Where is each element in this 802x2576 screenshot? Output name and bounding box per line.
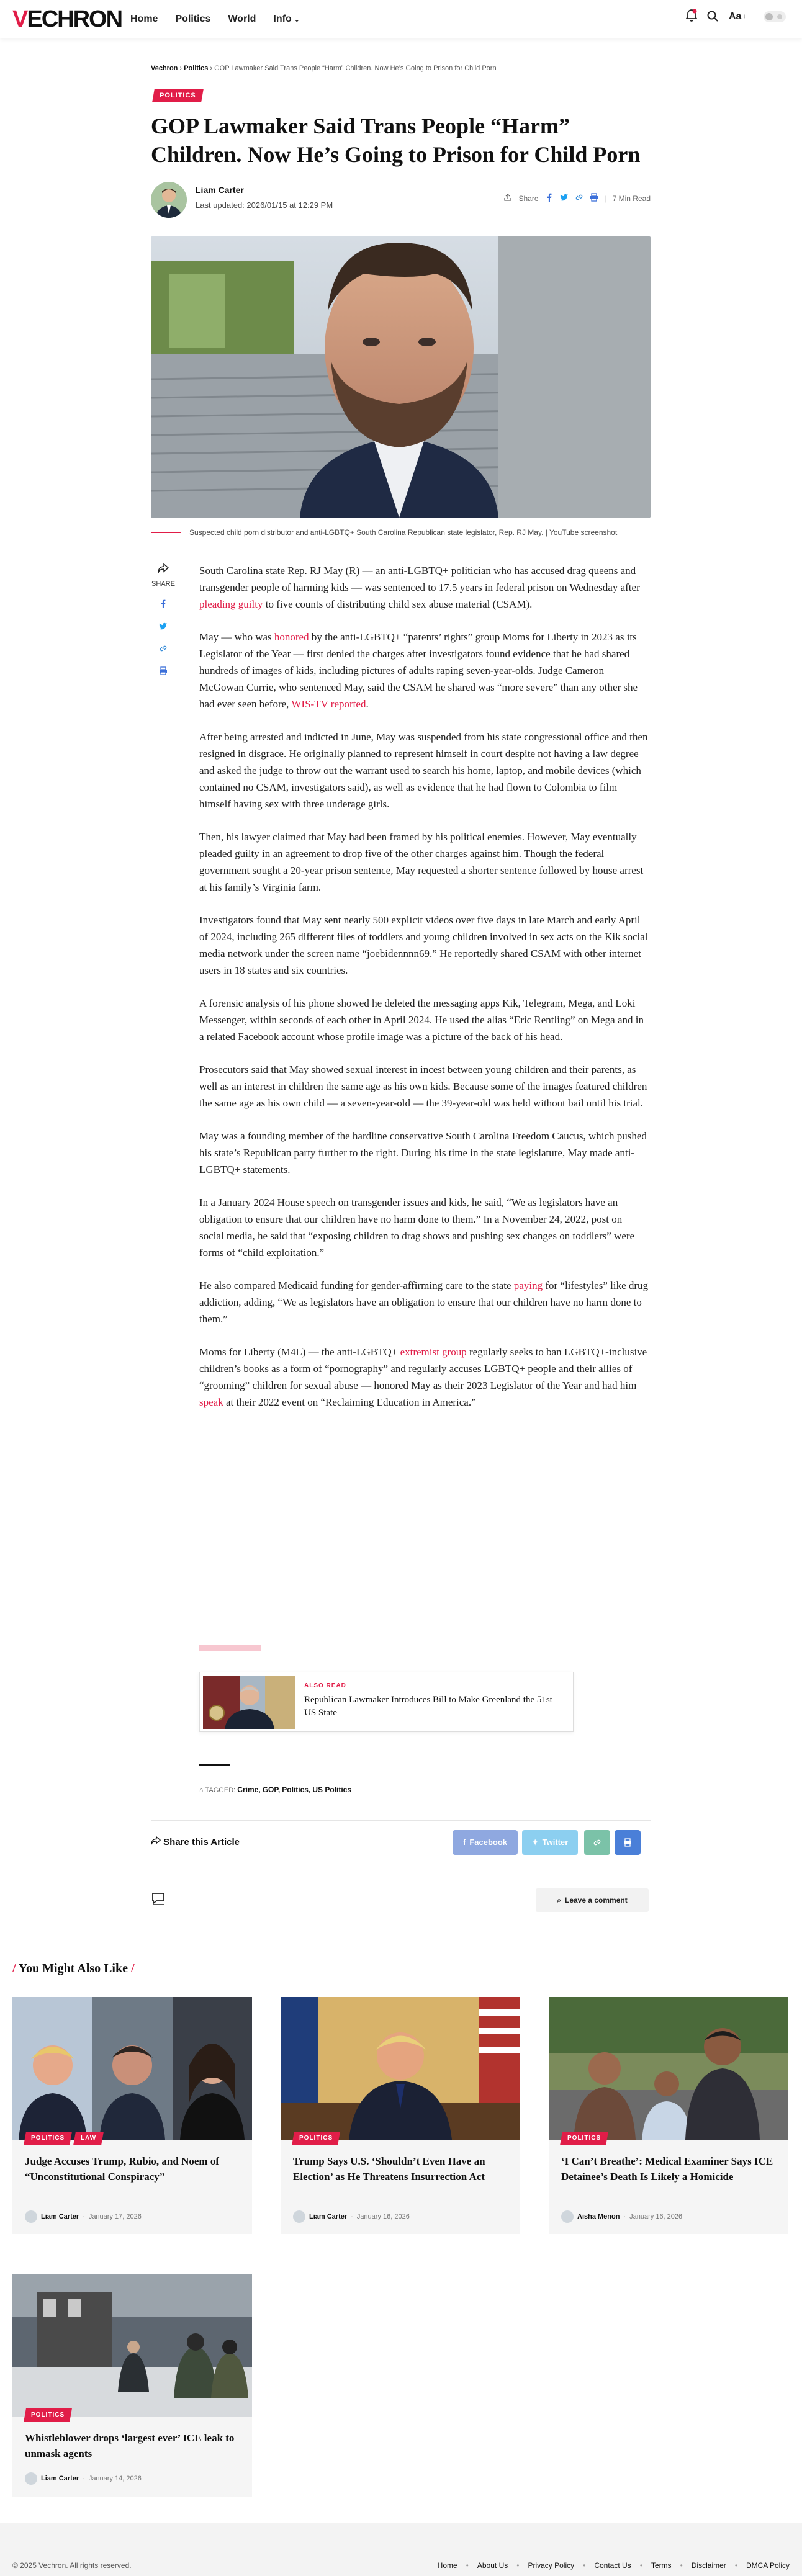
inline-link[interactable]: extremist group	[400, 1346, 467, 1358]
breadcrumb-home[interactable]: Vechron	[151, 65, 178, 72]
footer-link[interactable]: DMCA Policy	[746, 2561, 790, 2570]
facebook-share-button[interactable]: f Facebook	[453, 1830, 518, 1855]
paragraph-text: regularly seeks to ban LGBTQ+-inclusive children’s books as a form of “pornography” and regularly accuses LGBTQ+ people and their allies of “grooming” children for sexual abuse — honored May as their 2023 Legislator of the Year and had him	[199, 1346, 647, 1391]
inline-link[interactable]: WIS-TV reported	[291, 698, 366, 710]
decorative-divider	[199, 1764, 230, 1766]
share-label: Share	[518, 194, 539, 203]
paragraph-text: to five counts of distributing child sex abuse material (CSAM).	[263, 598, 533, 610]
card-title[interactable]: Judge Accuses Trump, Rubio, and Noem of “Unconstitutional Conspiracy”	[25, 2155, 219, 2183]
footer-separator: •	[680, 2561, 683, 2570]
card-meta: Liam Carter · January 14, 2026	[25, 2472, 142, 2485]
article-body	[199, 562, 649, 1427]
card-date: January 14, 2026	[88, 2475, 142, 2482]
card-thumbnail[interactable]	[12, 2274, 252, 2417]
card-tags	[25, 2408, 71, 2422]
inline-link[interactable]: pleading guilty	[199, 598, 263, 610]
also-read-title[interactable]: Republican Lawmaker Introduces Bill to Make Greenland the 51st US State	[304, 1695, 552, 1718]
facebook-icon: f	[462, 1838, 466, 1847]
related-card[interactable]	[281, 1997, 520, 2234]
paragraph-text: Then, his lawyer claimed that May had been framed by his political enemies. However, May eventually pleaded guilty in an agreement to drop five of the other charges against him. Though the federal government sought a 20-year prison sentence, May requested a shorter sentence followed by house arrest at his family’s Virginia farm.	[199, 831, 644, 893]
author-name[interactable]: Liam Carter	[196, 185, 244, 195]
footer-separator: •	[583, 2561, 586, 2570]
card-title[interactable]: Trump Says U.S. ‘Shouldn’t Even Have an Election’ as He Threatens Insurrection Act	[293, 2155, 485, 2183]
card-meta: Liam Carter · January 16, 2026	[293, 2210, 410, 2223]
paragraph-text: He also compared Medicaid funding for gender-affirming care to the state	[199, 1280, 514, 1291]
card-title[interactable]: Whistleblower drops ‘largest ever’ ICE leak to unmask agents	[25, 2432, 235, 2459]
leave-comment-button[interactable]: ⌕ Leave a comment	[536, 1888, 649, 1912]
article-paragraph	[199, 562, 649, 613]
read-time: 7 Min Read	[612, 194, 651, 203]
twitter-icon[interactable]	[151, 622, 176, 633]
category-badge[interactable]: LAW	[73, 2132, 104, 2145]
footer-link[interactable]: About Us	[477, 2561, 508, 2570]
card-tags	[561, 2132, 607, 2145]
card-date: January 16, 2026	[356, 2213, 410, 2220]
inline-link[interactable]: paying	[513, 1280, 543, 1291]
paragraph-text: Investigators found that May sent nearly 500 explicit videos over five days in late March and early April of 2024, including 265 different files of toddlers and young children involved in sex acts on the Kik social media network under the screen name “joebidennnn69.” He reportedly shared CSAM with other internet users in 18 states and six countries.	[199, 914, 648, 976]
breadcrumb-politics[interactable]: Politics	[184, 65, 209, 72]
paragraph-text: In a January 2024 House speech on transgender issues and kids, he said, “We as legislators have an obligation to ensure that our children have no harm done to them.” In a November 24, 2022, post on social media, he said that “exposing children to drag shows and pushing sex changes on toddlers” were forms of “child exploitation.”	[199, 1196, 635, 1259]
category-badge[interactable]: POLITICS	[152, 89, 204, 102]
decorative-divider	[199, 1645, 261, 1651]
updated-date: Last updated: 2026/01/15 at 12:29 PM	[196, 200, 333, 210]
also-read-card[interactable]	[199, 1672, 574, 1732]
paragraph-text: by the anti-LGBTQ+ “parents’ rights” group Moms for Liberty in 2023 as its Legislator of the Year — first denied the charges after investigators found evidence that he had shared hundreds of images of kids, including pictures of adults raping seven-year-olds. Judge Cameron McGowan Currie, who sentenced May, said the CSAM he shared was “more severe” than any other she had ever seen before,	[199, 631, 638, 710]
share-bar: Share | 7 Min Read	[503, 193, 651, 204]
inline-link[interactable]: speak	[199, 1396, 223, 1408]
footer-copyright: © 2025 Vechron. All rights reserved.	[12, 2561, 132, 2570]
footer-separator: •	[516, 2561, 520, 2570]
article-paragraph	[199, 995, 649, 1045]
side-share-label: SHARE	[151, 580, 175, 588]
main-nav	[130, 12, 300, 27]
site-header	[0, 0, 802, 38]
tag-link[interactable]: Politics	[282, 1785, 309, 1794]
twitter-icon: ✦	[531, 1838, 539, 1847]
paragraph-text: for “lifestyles” like drug addiction, adding, “We as legislators have an obligation to ensure that our children have no harm done to them.”	[199, 1280, 649, 1325]
tags-label: TAGGED:	[205, 1787, 236, 1794]
breadcrumb-current: GOP Lawmaker Said Trans People “Harm” Children. Now He’s Going to Prison for Child Porn	[214, 65, 497, 72]
footer-link[interactable]: Privacy Policy	[528, 2561, 575, 2570]
paragraph-text: Moms for Liberty (M4L) — the anti-LGBTQ+	[199, 1346, 400, 1358]
card-thumbnail[interactable]	[12, 1997, 252, 2140]
card-author[interactable]: Liam Carter	[41, 2213, 79, 2220]
footer-separator: •	[466, 2561, 469, 2570]
tag-link[interactable]: Crime	[237, 1785, 259, 1794]
article-paragraph	[199, 1128, 649, 1178]
article-paragraph	[199, 729, 649, 812]
search-icon: ⌕	[557, 1896, 561, 1905]
tag-link[interactable]: GOP	[262, 1785, 278, 1794]
footer-link[interactable]: Home	[437, 2561, 457, 2570]
footer-separator: •	[639, 2561, 642, 2570]
inline-link[interactable]: honored	[274, 631, 309, 643]
category-badge[interactable]: POLITICS	[24, 2408, 72, 2422]
related-card[interactable]	[549, 1997, 788, 2234]
card-thumbnail[interactable]	[549, 1997, 788, 2140]
link-icon	[593, 1838, 602, 1847]
twitter-share-button[interactable]: ✦ Twitter	[522, 1830, 578, 1855]
print-icon	[623, 1838, 632, 1847]
author-avatar	[561, 2210, 574, 2223]
print-icon[interactable]	[590, 193, 598, 204]
footer-link[interactable]: Terms	[651, 2561, 672, 2570]
related-card[interactable]	[12, 1997, 252, 2234]
share-icon	[151, 1837, 161, 1847]
comments-icon	[151, 1892, 166, 1908]
nav-politics[interactable]: Politics	[175, 14, 211, 24]
card-author[interactable]: Liam Carter	[309, 2213, 348, 2220]
print-button[interactable]	[615, 1830, 641, 1855]
category-badge[interactable]: POLITICS	[560, 2132, 608, 2145]
facebook-icon[interactable]	[545, 193, 554, 204]
article-paragraph	[199, 1344, 649, 1411]
card-meta: Aisha Menon · January 16, 2026	[561, 2210, 682, 2223]
category-badge[interactable]: POLITICS	[24, 2132, 72, 2145]
copy-link-icon[interactable]	[575, 193, 583, 204]
tags-row: ⌂ TAGGED: Crime, GOP, Politics, US Politics	[199, 1785, 352, 1794]
paragraph-text: May — who was	[199, 631, 274, 643]
author-avatar	[25, 2472, 37, 2485]
card-date: January 17, 2026	[88, 2213, 142, 2220]
search-icon[interactable]	[706, 10, 719, 25]
site-footer	[0, 2523, 802, 2576]
related-card[interactable]	[12, 2274, 252, 2497]
tag-link[interactable]: US Politics	[312, 1785, 352, 1794]
chevron-down-icon: ⌄	[294, 17, 300, 24]
share-article-heading: Share this Article	[151, 1836, 240, 1849]
copy-link-button[interactable]	[584, 1830, 610, 1855]
footer-links	[438, 2560, 790, 2570]
card-date: January 16, 2026	[629, 2213, 683, 2220]
paragraph-text: South Carolina state Rep. RJ May (R) — an anti-LGBTQ+ politician who has accused drag queens and transgender people of harming kids — was sentenced to 17.5 years in federal prison on Wednesday after	[199, 565, 640, 593]
paragraph-text: .	[366, 698, 369, 710]
site-logo[interactable]: VECHRON	[12, 6, 122, 32]
card-title[interactable]: ‘I Can’t Breathe’: Medical Examiner Says ICE Detainee’s Death Is Likely a Homicide	[561, 2155, 773, 2183]
footer-link[interactable]: Contact Us	[594, 2561, 631, 2570]
copy-link-icon[interactable]	[151, 644, 176, 655]
card-meta: Liam Carter · January 17, 2026	[25, 2210, 142, 2223]
article-paragraph	[199, 1194, 649, 1261]
share-icon	[503, 193, 512, 204]
card-tags	[25, 2132, 102, 2145]
paragraph-text: Prosecutors said that May showed sexual interest in incest between young children and their parents, as well as an interest in children the same age as his own kids. Because some of the images featured children the same age as his own child — a seven-year-old — the 39-year-old was held without bail until his trial.	[199, 1064, 647, 1109]
card-author[interactable]: Aisha Menon	[577, 2213, 620, 2220]
article-paragraph	[199, 912, 649, 979]
article-paragraph	[199, 1061, 649, 1111]
hero-caption: Suspected child porn distributor and anti-LGBTQ+ South Carolina Republican state legislator, Rep. RJ May. | YouTube screenshot	[151, 527, 651, 537]
tag-icon: ⌂	[199, 1787, 204, 1794]
article-paragraph	[199, 828, 649, 895]
print-icon[interactable]	[151, 666, 176, 678]
card-thumbnail[interactable]	[281, 1997, 520, 2140]
also-read-label: ALSO READ	[304, 1682, 346, 1689]
nav-info[interactable]: Info ⌄	[273, 14, 300, 24]
share-icon	[151, 563, 176, 576]
related-heading: / You Might Also Like /	[12, 1962, 135, 1975]
category-badge[interactable]: POLITICS	[292, 2132, 340, 2145]
divider	[151, 1820, 651, 1821]
nav-world[interactable]: World	[228, 14, 256, 24]
dark-mode-toggle[interactable]	[764, 11, 786, 25]
footer-separator: •	[734, 2561, 737, 2570]
paragraph-text: at their 2022 event on “Reclaiming Education in America.”	[223, 1396, 476, 1408]
side-share	[151, 563, 176, 678]
author-avatar	[293, 2210, 305, 2223]
article-paragraph	[199, 1277, 649, 1327]
author-avatar[interactable]	[151, 182, 187, 218]
hero-image	[151, 236, 651, 518]
nav-home[interactable]: Home	[130, 14, 158, 24]
twitter-icon[interactable]	[560, 193, 569, 204]
breadcrumb: Vechron › Politics › GOP Lawmaker Said Trans People “Harm” Children. Now He’s Going to Prison for Child Porn	[151, 65, 497, 72]
also-read-thumbnail	[203, 1676, 295, 1729]
footer-link[interactable]: Disclaimer	[691, 2561, 726, 2570]
bell-icon[interactable]	[685, 9, 698, 25]
paragraph-text: After being arrested and indicted in June, May was suspended from his state congressional office and then resigned in disgrace. He originally planned to represent himself in court despite not having a law degree and asked the judge to throw out the warrant used to search his home, laptop, and mobile devices (which contained no CSAM, investigators said), as well as evidence that he had flown to Colombia to film himself having sex with three underage girls.	[199, 731, 648, 810]
paragraph-text: A forensic analysis of his phone showed he deleted the messaging apps Kik, Telegram, Mega, and Loki Messenger, within seconds of each other in April 2024. He used the alias “Eric Rentling” on Mega and in a related Facebook account whose profile image was a picture of the back of his head.	[199, 997, 644, 1043]
card-author[interactable]: Liam Carter	[41, 2475, 79, 2482]
facebook-icon[interactable]	[151, 599, 176, 611]
author-avatar	[25, 2210, 37, 2223]
byline	[151, 182, 651, 219]
card-tags	[293, 2132, 339, 2145]
font-size-toggle[interactable]: Aa ⁞	[729, 11, 746, 22]
article-paragraph	[199, 629, 649, 712]
paragraph-text: May was a founding member of the hardline conservative South Carolina Freedom Caucus, which pushed his state’s Republican party further to the right. During his time in the state legislature, May made anti-LGBTQ+ statements.	[199, 1130, 647, 1175]
article-title: GOP Lawmaker Said Trans People “Harm” Children. Now He’s Going to Prison for Child Porn	[151, 114, 641, 167]
